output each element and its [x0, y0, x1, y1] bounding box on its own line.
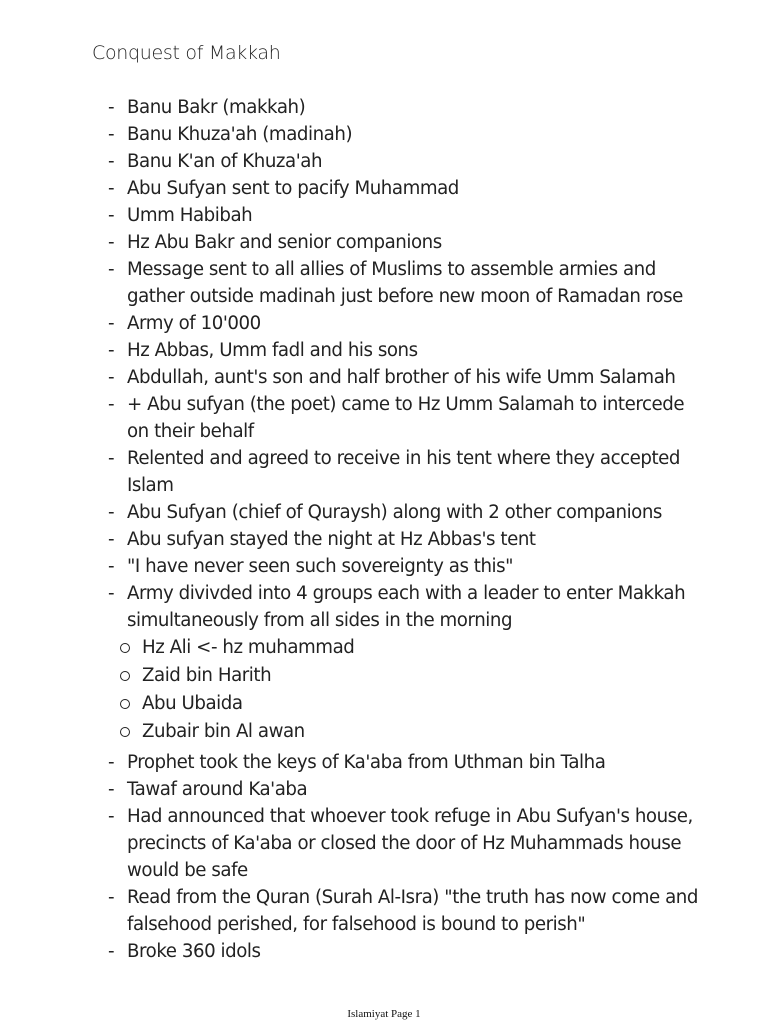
list-item: - Abu sufyan stayed the night at Hz Abbas's tent	[106, 526, 706, 553]
list-item: - Banu Khuza'ah (madinah)	[106, 121, 706, 148]
list-item: - Broke 360 idols	[106, 938, 706, 965]
sub-list-item: Zaid bin Harith	[120, 662, 706, 690]
group-leaders	[106, 634, 706, 746]
sub-list-item: Hz Ali <- hz muhammad	[120, 634, 706, 662]
list-item: - Relented and agreed to receive in his tent where they accepted Islam	[106, 445, 706, 499]
list-item: - Umm Habibah	[106, 202, 706, 229]
list-item: - Message sent to all allies of Muslims to assemble armies and gather outside madinah just before new moon of Ramadan rose	[106, 256, 706, 310]
list-item: - Army divivded into 4 groups each with a leader to enter Makkah simultaneously from all sides in the morning	[106, 580, 706, 634]
list-item: - Abu Sufyan (chief of Quraysh) along with 2 other companions	[106, 499, 706, 526]
page-footer: Islamiyat Page 1	[347, 1008, 421, 1020]
list-item: - Read from the Quran (Surah Al-Isra) "the truth has now come and falsehood perished, for falsehood is bound to perish"	[106, 884, 706, 938]
list-item: - Had announced that whoever took refuge in Abu Sufyan's house, precincts of Ka'aba or closed the door of Hz Muhammads house would be safe	[106, 803, 706, 884]
list-item: - "I have never seen such sovereignty as this"	[106, 553, 706, 580]
list-item: - Abu Sufyan sent to pacify Muhammad	[106, 175, 706, 202]
sub-list-item: Abu Ubaida	[120, 690, 706, 718]
group-leaders-list	[85, 634, 706, 746]
list-item: - + Abu sufyan (the poet) came to Hz Umm Salamah to intercede on their behalf	[106, 391, 706, 445]
list-item: - Army of 10'000	[106, 310, 706, 337]
list-item: - Hz Abu Bakr and senior companions	[106, 229, 706, 256]
notes-list	[106, 94, 706, 965]
sub-list-item: Zubair bin Al awan	[120, 718, 706, 746]
list-item: - Tawaf around Ka'aba	[106, 776, 706, 803]
list-item: - Banu K'an of Khuza'ah	[106, 148, 706, 175]
list-item: - Abdullah, aunt's son and half brother of his wife Umm Salamah	[106, 364, 706, 391]
page-title: Conquest of Makkah	[92, 42, 281, 64]
list-item: - Prophet took the keys of Ka'aba from Uthman bin Talha	[106, 749, 706, 776]
list-item: - Banu Bakr (makkah)	[106, 94, 706, 121]
list-item: - Hz Abbas, Umm fadl and his sons	[106, 337, 706, 364]
